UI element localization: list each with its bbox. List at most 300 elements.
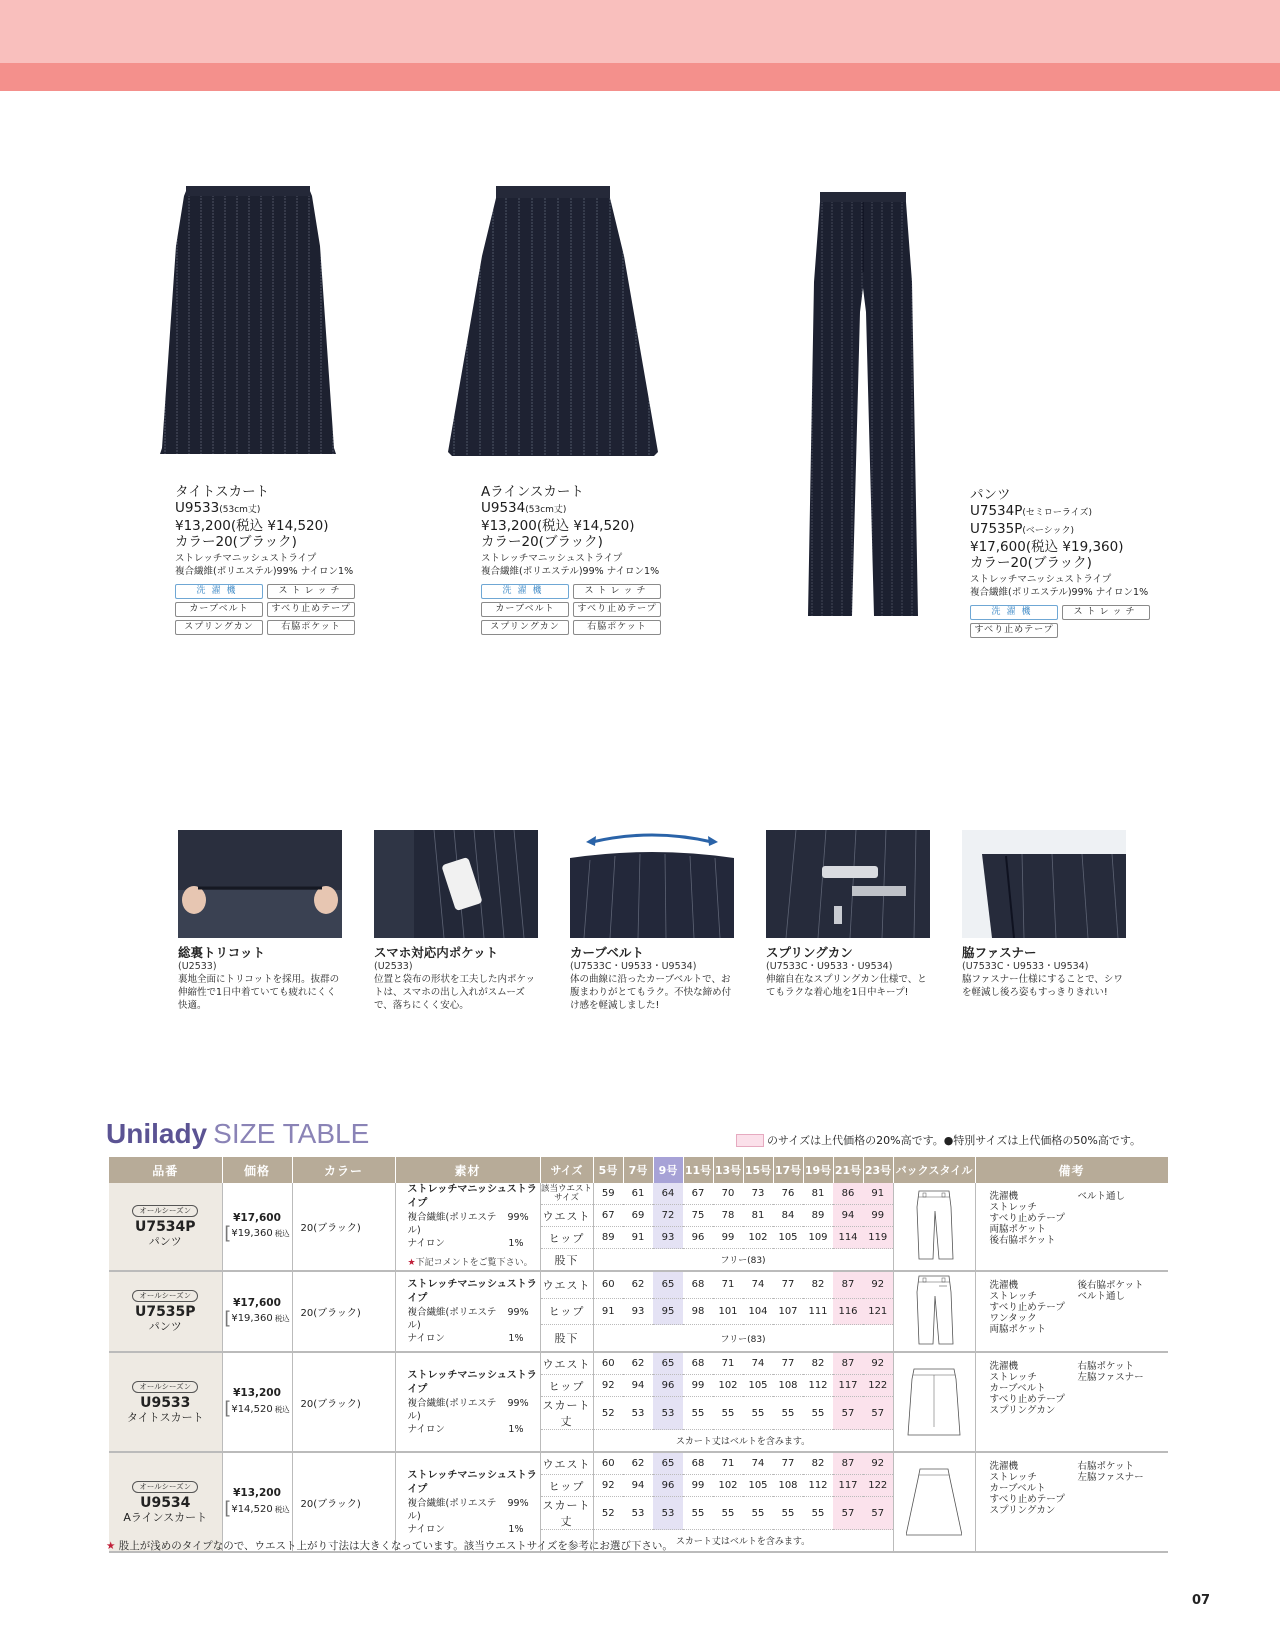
header-size-19: 19号 [803,1157,833,1183]
remark-item: ベルト通し [1077,1191,1126,1202]
size-17-value: 108 [773,1475,803,1497]
size-19-value: 112 [803,1475,833,1497]
size-9-value: 53 [653,1397,683,1430]
size-7-value: 94 [623,1475,653,1497]
remark-item: 両脇ポケット [989,1324,1047,1335]
size-9-value: 65 [653,1271,683,1298]
material-b: ナイロン [407,1238,445,1249]
curve-belt-photo [570,830,734,938]
remarks-cell [975,1452,1168,1552]
size-17-value: 105 [773,1227,803,1249]
material-cell [395,1183,540,1271]
product-code: U7534P [134,1219,196,1235]
size-19-value: 55 [803,1497,833,1530]
header-size-5: 5号 [593,1157,623,1183]
product-code: U7535P [134,1304,196,1320]
material-b-pct: 1% [508,1238,524,1249]
size-19-value: 89 [803,1205,833,1227]
feature-phone-pocket [374,830,538,1012]
header-material: 素材 [395,1157,540,1183]
tag-non-slip-tape: すべり止めテープ [573,602,661,617]
material-a: 複合繊維(ポリエステル) [407,1497,497,1522]
product-code: U9534 [481,500,526,516]
size-17-value: 84 [773,1205,803,1227]
material-title: ストレッチマニッシュストライプ [407,1469,537,1495]
size-17-value: 108 [773,1375,803,1397]
product-kind: パンツ [148,1320,182,1333]
remark-item: すべり止めテープ [989,1302,1065,1313]
brand-name: Unilady [106,1118,208,1149]
pants-image [808,192,918,616]
size-7-value: 69 [623,1205,653,1227]
product-code-2: U7535P [970,521,1023,537]
header-size-7: 7号 [623,1157,653,1183]
material-cell [395,1452,540,1552]
remark-item: スプリングカン [989,1505,1056,1516]
remark-item: 洗濯機 [989,1280,1019,1291]
size-15-value: 73 [743,1183,773,1205]
tag-washer: 洗濯機 [481,584,569,599]
color-cell: 20(ブラック) [292,1452,395,1552]
size-13-value: 78 [713,1205,743,1227]
product-price: ¥13,200 [175,518,231,534]
size-23-value: 99 [863,1205,893,1227]
size-9-value: 95 [653,1298,683,1325]
size-13-value: 55 [713,1397,743,1430]
size-7-value: 93 [623,1298,653,1325]
size-17-value: 55 [773,1397,803,1430]
size-5-value: 52 [593,1497,623,1530]
remarks-cell [975,1271,1168,1352]
remark-item: すべり止めテープ [989,1494,1065,1505]
feature-description: 脇ファスナー仕様にすることで、シワを軽減し後ろ姿もすっきりきれい! [962,974,1123,998]
size-21-value: 117 [833,1375,863,1397]
size-23-value: 122 [863,1375,893,1397]
price-tax: ¥19,360 [231,1228,273,1239]
material-cell [395,1352,540,1452]
remark-item: 両脇ポケット [989,1224,1047,1235]
size-9-value: 65 [653,1352,683,1375]
remark-item: ストレッチ [989,1372,1037,1383]
size-17-value: 77 [773,1352,803,1375]
header-color: カラー [292,1157,395,1183]
product-material: ストレッチマニッシュストライプ [970,574,1112,585]
product-price-tax: (税込 ¥14,520) [230,518,329,534]
measurement-label: ウエスト [540,1352,593,1375]
size-21-value: 87 [833,1271,863,1298]
remark-item: すべり止めテープ [989,1213,1065,1224]
material-a: 複合繊維(ポリエステル) [407,1212,497,1236]
material-b: ナイロン [407,1423,445,1435]
product-code-note: (53cm丈) [219,505,261,515]
feature-tags [970,605,1150,638]
tax-label: 税込 [274,1314,290,1323]
feature-codes: (U7533C・U9533・U9534) [962,961,1089,972]
material-a-pct: 99% [507,1497,529,1509]
size-11-value: 55 [683,1397,713,1430]
price-cell: ¥13,200 [ ¥14,520 税込 [222,1452,292,1552]
header-band-light [0,0,1280,63]
feature-description: 裏地全面にトリコットを採用。抜群の伸縮性で1日中着ていても疲れにくく快適。 [178,974,340,1011]
size-15-value: 105 [743,1375,773,1397]
size-19-value: 112 [803,1375,833,1397]
remark-item: ストレッチ [989,1291,1037,1302]
product-kind: Aラインスカート [123,1510,208,1524]
feature-side-zipper [962,830,1126,999]
measurement-label: スカート丈 [540,1497,593,1530]
measurement-label: 該当ウエストサイズ [540,1183,592,1203]
size-13-value: 102 [713,1375,743,1397]
product-material: ストレッチマニッシュストライプ [175,553,317,564]
product-color: カラー20(ブラック) [970,555,1092,571]
size-21-value: 87 [833,1352,863,1375]
header-remarks: 備考 [975,1157,1168,1183]
size-11-value: 98 [683,1298,713,1325]
product-composition: 複合繊維(ポリエステル)99% ナイロン1% [970,587,1149,598]
size-5-value: 92 [593,1475,623,1497]
measurement-label: ヒップ [540,1475,593,1497]
tax-label: 税込 [274,1504,290,1514]
feature-title: スマホ対応内ポケット [374,945,499,960]
material-a: 複合繊維(ポリエステル) [407,1307,497,1331]
size-15-value: 81 [743,1205,773,1227]
material-b: ナイロン [407,1523,445,1535]
size-19-value: 55 [803,1397,833,1430]
product-name: タイトスカート [175,484,270,500]
product-color: カラー20(ブラック) [481,534,603,550]
size-23-value: 92 [863,1452,893,1475]
size-11-value: 96 [683,1227,713,1249]
feature-title: スプリングカン [766,945,853,960]
season-badge: オールシーズン [132,1381,198,1393]
size-19-value: 82 [803,1352,833,1375]
measurement-label: ヒップ [540,1227,593,1249]
header-size-23: 23号 [863,1157,893,1183]
material-cell [395,1271,540,1352]
star-icon: ★ [407,1258,416,1268]
size-7-value: 94 [623,1375,653,1397]
size-15-value: 104 [743,1298,773,1325]
product-code: U9534 [140,1494,191,1511]
product-code-note: (セミローライズ) [1022,508,1093,518]
size-11-value: 68 [683,1352,713,1375]
header-size-9: 9号 [653,1157,683,1183]
product-code: U9533 [175,500,220,516]
material-a: 複合繊維(ポリエステル) [407,1397,497,1422]
span-note: スカート丈はベルトを含みます。 [593,1430,893,1453]
size-11-value: 67 [683,1183,713,1205]
size-19-value: 82 [803,1452,833,1475]
pink-swatch [736,1134,764,1147]
season-badge: オールシーズン [132,1481,198,1493]
span-note: フリー(83) [593,1325,893,1352]
remark-item: 後右脇ポケット [1077,1280,1144,1291]
feature-description: 位置と袋布の形状を工夫した内ポケットは、スマホの出し入れがスムーズで、落ちにくく安心。 [374,974,536,1011]
size-21-value: 116 [833,1298,863,1325]
size-9-value: 64 [653,1183,683,1205]
product-code-note: (53cm丈) [525,505,567,515]
size-5-value: 67 [593,1205,623,1227]
tax-label: 税込 [274,1404,290,1414]
header-band [0,63,1280,91]
color-cell: 20(ブラック) [292,1271,395,1352]
phone-pocket-photo [374,830,538,938]
header-price: 価格 [222,1157,292,1183]
size-13-value: 71 [713,1452,743,1475]
product-name: Aラインスカート [481,484,584,500]
size-17-value: 107 [773,1298,803,1325]
price: ¥13,200 [233,1387,281,1399]
size-15-value: 74 [743,1452,773,1475]
material-a-pct: 99% [507,1397,529,1409]
tax-label: 税込 [274,1229,290,1238]
header-size-21: 21号 [833,1157,863,1183]
size-7-value: 91 [623,1227,653,1249]
table-row [109,1452,1168,1475]
product-name: パンツ [970,487,1011,503]
size-17-value: 76 [773,1183,803,1205]
remark-item: カーブベルト [989,1483,1046,1494]
size-7-value: 53 [623,1497,653,1530]
remark-item: ベルト通し [1077,1291,1126,1302]
product-color: カラー20(ブラック) [175,534,297,550]
tag-washer: 洗濯機 [175,584,263,599]
tag-curve-belt: カーブベルト [481,602,569,617]
feature-tags [481,584,661,635]
remark-item: スプリングカン [989,1405,1056,1416]
size-5-value: 59 [593,1183,623,1205]
size-13-value: 102 [713,1475,743,1497]
size-21-value: 114 [833,1227,863,1249]
size-21-value: 57 [833,1497,863,1530]
product-price: ¥13,200 [481,518,537,534]
header-size: サイズ [540,1157,593,1183]
size-9-value: 72 [653,1205,683,1227]
material-title: ストレッチマニッシュストライプ [407,1184,537,1209]
product-composition: 複合繊維(ポリエステル)99% ナイロン1% [481,566,660,577]
size-11-value: 68 [683,1271,713,1298]
material-a-pct: 99% [507,1212,529,1223]
feature-description: 体の曲線に沿ったカーブベルトで、お腹まわりがとてもラク。不快な締め付け感を軽減しました! [570,974,732,1011]
size-7-value: 62 [623,1271,653,1298]
measurement-label: ウエスト [540,1205,593,1227]
header-code: 品番 [109,1157,222,1183]
product-material: ストレッチマニッシュストライプ [481,553,623,564]
feature-tags [175,584,355,635]
remark-item: 右脇ポケット [1077,1361,1135,1372]
remark-item: ストレッチ [989,1472,1037,1483]
tight-skirt-image [160,186,336,456]
header-back-style: バックスタイル [893,1157,975,1183]
product-code-cell [109,1183,222,1271]
size-9-value: 65 [653,1452,683,1475]
size-13-value: 55 [713,1497,743,1530]
size-19-value: 81 [803,1183,833,1205]
price: ¥13,200 [233,1487,281,1499]
size-23-value: 119 [863,1227,893,1249]
size-17-value: 77 [773,1271,803,1298]
product-code: U7534P [970,503,1023,519]
material-reference: 下記コメントをご覧下さい。 [415,1258,533,1268]
feature-codes: (U7533C・U9533・U9534) [766,961,893,972]
product-code-2-note: (ベーシック) [1022,526,1075,536]
size-7-value: 61 [623,1183,653,1205]
remark-item: ストレッチ [989,1202,1037,1213]
header-size-13: 13号 [713,1157,743,1183]
tag-spring-hook: スプリングカン [481,620,569,635]
size-21-value: 117 [833,1475,863,1497]
size-21-value: 57 [833,1397,863,1430]
feature-codes: (U2533) [178,961,217,972]
size-13-value: 70 [713,1183,743,1205]
size-15-value: 105 [743,1475,773,1497]
feature-curve-belt [570,830,734,1012]
size-15-value: 74 [743,1352,773,1375]
tag-non-slip-tape: すべり止めテープ [267,602,355,617]
size-5-value: 91 [593,1298,623,1325]
span-note: フリー(83) [593,1249,893,1272]
size-21-value: 94 [833,1205,863,1227]
remarks-cell [975,1183,1168,1271]
feature-title: 脇ファスナー [962,945,1037,960]
size-15-value: 55 [743,1497,773,1530]
price: ¥17,600 [233,1296,281,1309]
material-b-pct: 1% [508,1423,524,1435]
size-23-value: 57 [863,1397,893,1430]
measurement-label: ウエスト [540,1452,593,1475]
measurement-label [540,1430,593,1453]
span-note: スカート丈はベルトを含みます。 [593,1530,893,1553]
price-cell: ¥17,600 [ ¥19,360 税込 [222,1183,292,1271]
header-size-15: 15号 [743,1157,773,1183]
size-17-value: 55 [773,1497,803,1530]
size-7-value: 53 [623,1397,653,1430]
product-price-tax: (税込 ¥19,360) [1025,539,1124,555]
size-23-value: 121 [863,1298,893,1325]
product-price-tax: (税込 ¥14,520) [536,518,635,534]
product-kind: パンツ [148,1235,182,1248]
size-13-value: 101 [713,1298,743,1325]
size-13-value: 99 [713,1227,743,1249]
size-23-value: 122 [863,1475,893,1497]
measurement-label: ヒップ [540,1298,593,1325]
tag-curve-belt: カーブベルト [175,602,263,617]
header-size-11: 11号 [683,1157,713,1183]
size-7-value: 62 [623,1452,653,1475]
product-info-a-line-skirt [481,484,661,635]
back-style-drawing [906,1429,962,1440]
header-size-17: 17号 [773,1157,803,1183]
size-19-value: 109 [803,1227,833,1249]
season-badge: オールシーズン [132,1205,198,1217]
price-cell: ¥17,600 [ ¥19,360 税込 [222,1271,292,1352]
measurement-label: ヒップ [540,1375,593,1397]
size-5-value: 60 [593,1452,623,1475]
size-9-value: 93 [653,1227,683,1249]
price-tax: ¥14,520 [231,1503,273,1515]
size-5-value: 52 [593,1397,623,1430]
tag-right-pocket: 右脇ポケット [573,620,661,635]
material-a-pct: 99% [507,1307,529,1318]
remark-item: 洗濯機 [989,1191,1019,1202]
tag-washer: 洗濯機 [970,605,1058,620]
table-row [109,1271,1168,1298]
size-23-value: 92 [863,1352,893,1375]
table-row [109,1183,1168,1205]
size-5-value: 89 [593,1227,623,1249]
size-15-value: 74 [743,1271,773,1298]
remark-item: 左脇ファスナー [1077,1472,1144,1483]
feature-lining [178,830,342,1012]
feature-description: 伸縮自在なスプリングカン仕様で、とてもラクな着心地を1日中キープ! [766,974,927,998]
size-11-value: 68 [683,1452,713,1475]
size-note [736,1132,1141,1148]
price: ¥17,600 [233,1211,281,1224]
tag-stretch: ストレッチ [573,584,661,599]
size-13-value: 71 [713,1352,743,1375]
size-5-value: 60 [593,1352,623,1375]
color-cell: 20(ブラック) [292,1352,395,1452]
size-5-value: 60 [593,1271,623,1298]
size-9-value: 96 [653,1475,683,1497]
size-table-heading [106,1118,369,1150]
remark-item: ワンタック [989,1313,1037,1324]
color-cell: 20(ブラック) [292,1183,395,1271]
feature-title: 総裏トリコット [178,945,266,960]
product-info-pants [970,487,1150,638]
product-kind: タイトスカート [126,1410,204,1424]
size-19-value: 82 [803,1271,833,1298]
remark-item: すべり止めテープ [989,1394,1065,1405]
tag-stretch: ストレッチ [1062,605,1150,620]
measurement-label: ウエスト [540,1271,593,1298]
back-style-drawing [906,1529,962,1540]
product-info-tight-skirt [175,484,355,635]
size-21-value: 87 [833,1452,863,1475]
spring-hook-photo [766,830,930,938]
product-price: ¥17,600 [970,539,1026,555]
product-code-cell [109,1452,222,1552]
footnote-text: 股上が浅めのタイプなので、ウエスト上がり寸法は大きくなっています。該当ウエストサイズを参考にお選び下さい。 [118,1540,673,1552]
size-13-value: 71 [713,1271,743,1298]
lining-photo [178,830,342,938]
material-b-pct: 1% [508,1523,524,1535]
tag-non-slip-tape: すべり止めテープ [970,623,1058,638]
size-17-value: 77 [773,1452,803,1475]
material-title: ストレッチマニッシュストライプ [407,1369,537,1395]
size-15-value: 55 [743,1397,773,1430]
footnote [106,1538,673,1553]
table-row [109,1352,1168,1375]
product-composition: 複合繊維(ポリエステル)99% ナイロン1% [175,566,354,577]
feature-codes: (U7533C・U9533・U9534) [570,961,697,972]
size-table [109,1157,1169,1553]
product-code-cell [109,1352,222,1452]
price-tax: ¥14,520 [231,1403,273,1415]
a-line-skirt-image [448,186,658,458]
remark-item: 後右脇ポケット [989,1235,1056,1246]
back-style-cell [893,1183,975,1271]
remark-item: 右脇ポケット [1077,1461,1135,1472]
page-number: 07 [1192,1593,1211,1608]
remark-item: 左脇ファスナー [1077,1372,1144,1383]
material-title: ストレッチマニッシュストライプ [407,1279,537,1304]
remark-item: 洗濯機 [989,1361,1019,1372]
measurement-label: 股下 [540,1325,593,1352]
size-11-value: 75 [683,1205,713,1227]
size-23-value: 57 [863,1497,893,1530]
remarks-cell [975,1352,1168,1452]
